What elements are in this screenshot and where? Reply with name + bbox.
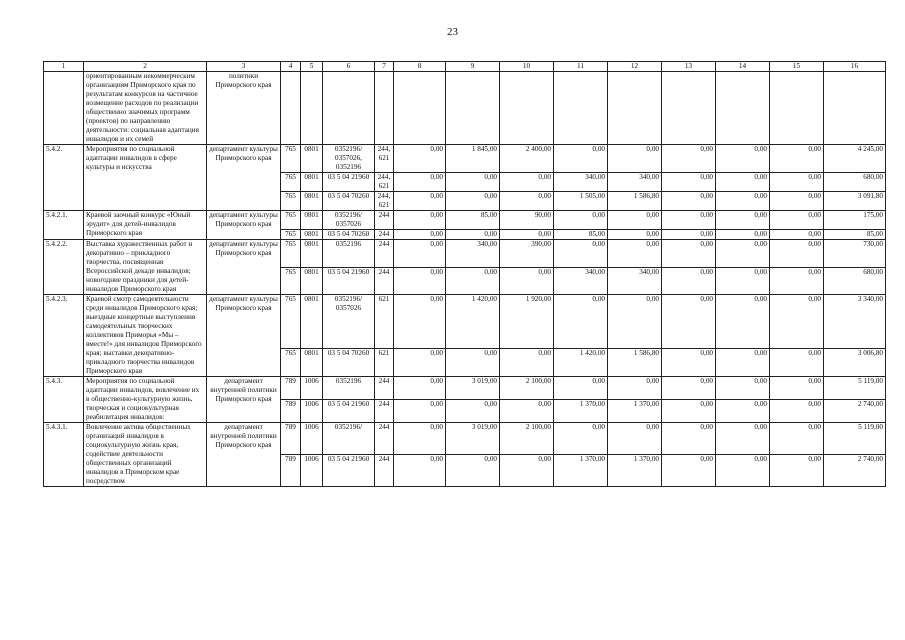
expense-type-cell: 244 [375, 455, 394, 487]
ministry-code-cell: 765 [281, 145, 301, 173]
expense-type-cell: 244 [375, 230, 394, 240]
target-code-cell: 0352196/ 0357026 [323, 211, 375, 230]
total-amount-cell: 680,00 [824, 267, 886, 295]
amount-cell: 0,00 [394, 145, 446, 173]
amount-cell: 340,00 [608, 173, 662, 192]
amount-cell: 0,00 [770, 230, 824, 240]
amount-cell: 0,00 [662, 400, 716, 423]
item-name-cell: Вовлечение актива общественных организаций инвалидов в социокультурную жизнь края, содействие деятельности общественных организаций инвалидов в Приморском крае посредством [84, 423, 207, 487]
table-row [44, 72, 886, 145]
total-amount-cell: 3 340,00 [824, 295, 886, 349]
target-code-cell: 0352196/ 0357026, 0352196 [323, 145, 375, 173]
executor-cell: департамент культуры Приморского края [207, 211, 281, 240]
executor-cell: департамент культуры Приморского края [207, 295, 281, 377]
expense-type-cell: 244, 621 [375, 192, 394, 211]
section-code-cell: 0801 [301, 240, 323, 268]
item-number-cell [44, 72, 84, 145]
item-name-cell: Краевой заочный конкурс «Юный эрудит» для детей-инвалидов Приморского края [84, 211, 207, 240]
amount-cell: 1 420,00 [446, 295, 500, 349]
column-header: 6 [323, 62, 375, 72]
amount-cell: 0,00 [608, 423, 662, 455]
amount-cell: 0,00 [716, 348, 770, 376]
target-code-cell: 03 5 04 21960 [323, 267, 375, 295]
amount-cell: 1 420,00 [554, 348, 608, 376]
column-header: 13 [662, 62, 716, 72]
item-number-cell: 5.4.3. [44, 377, 84, 423]
amount-cell: 0,00 [554, 295, 608, 349]
amount-cell: 1 370,00 [554, 455, 608, 487]
total-amount-cell: 2 740,00 [824, 400, 886, 423]
section-code-cell: 0801 [301, 267, 323, 295]
amount-cell: 0,00 [394, 455, 446, 487]
table-row [44, 377, 886, 400]
amount-cell: 0,00 [716, 211, 770, 230]
table-row [44, 145, 886, 173]
item-name-cell: Краевой смотр самодеятельности среди инвалидов Приморского края; выездные концертные выступления самодеятельных творческих коллективов Приморья «Мы – вместе!» для инвалидов Приморского края; выставки декоративно-прикладного творчества инвалидов Приморского края [84, 295, 207, 377]
expense-type-cell: 244 [375, 423, 394, 455]
amount-cell: 0,00 [554, 423, 608, 455]
item-number-cell: 5.4.2.1. [44, 211, 84, 240]
total-amount-cell: 730,00 [824, 240, 886, 268]
amount-cell: 0,00 [394, 192, 446, 211]
amount-cell: 0,00 [446, 400, 500, 423]
ministry-code-cell: 765 [281, 211, 301, 230]
amount-cell: 0,00 [770, 400, 824, 423]
amount-cell: 3 019,00 [446, 377, 500, 400]
amount-cell: 0,00 [716, 295, 770, 349]
amount-cell: 0,00 [770, 192, 824, 211]
amount-cell: 0,00 [446, 455, 500, 487]
amount-cell: 0,00 [716, 423, 770, 455]
amount-cell: 0,00 [554, 240, 608, 268]
total-amount-cell: 680,00 [824, 173, 886, 192]
amount-cell: 0,00 [716, 192, 770, 211]
amount-cell [394, 72, 446, 145]
amount-cell: 0,00 [716, 173, 770, 192]
column-header: 12 [608, 62, 662, 72]
amount-cell: 0,00 [770, 145, 824, 173]
expense-type-cell: 244, 621 [375, 173, 394, 192]
amount-cell: 0,00 [446, 230, 500, 240]
amount-cell: 0,00 [608, 295, 662, 349]
amount-cell: 0,00 [662, 295, 716, 349]
target-code-cell: 03 5 04 21960 [323, 400, 375, 423]
amount-cell: 1 370,00 [554, 400, 608, 423]
section-code-cell: 0801 [301, 173, 323, 192]
total-amount-cell: 5 119,00 [824, 423, 886, 455]
target-code-cell: 03 5 04 70260 [323, 348, 375, 376]
amount-cell: 1 586,80 [608, 348, 662, 376]
amount-cell: 0,00 [662, 267, 716, 295]
amount-cell: 0,00 [394, 240, 446, 268]
item-number-cell: 5.4.3.1. [44, 423, 84, 487]
section-code-cell: 0801 [301, 230, 323, 240]
amount-cell: 0,00 [608, 230, 662, 240]
amount-cell: 0,00 [770, 423, 824, 455]
amount-cell: 0,00 [500, 348, 554, 376]
amount-cell: 0,00 [716, 400, 770, 423]
section-code-cell: 1006 [301, 455, 323, 487]
amount-cell: 1 845,00 [446, 145, 500, 173]
section-code-cell [301, 72, 323, 145]
column-header: 7 [375, 62, 394, 72]
ministry-code-cell: 765 [281, 240, 301, 268]
executor-cell: департамент культуры Приморского края [207, 145, 281, 211]
amount-cell: 0,00 [500, 455, 554, 487]
amount-cell: 0,00 [394, 267, 446, 295]
item-name-cell: Выставка художественных работ и декоративно – прикладного творчества, посвященная Всероссийской декаде инвалидов; новогодние праздники для детей-инвалидов Приморского края [84, 240, 207, 295]
amount-cell: 1 505,00 [554, 192, 608, 211]
target-code-cell: 03 5 04 70260 [323, 192, 375, 211]
executor-cell: политики Приморского края [207, 72, 281, 145]
ministry-code-cell: 765 [281, 267, 301, 295]
amount-cell: 0,00 [770, 211, 824, 230]
ministry-code-cell: 789 [281, 400, 301, 423]
amount-cell: 340,00 [554, 267, 608, 295]
amount-cell: 0,00 [770, 455, 824, 487]
amount-cell: 0,00 [716, 230, 770, 240]
total-amount-cell: 175,00 [824, 211, 886, 230]
column-header: 1 [44, 62, 84, 72]
expense-type-cell: 621 [375, 295, 394, 349]
amount-cell: 0,00 [446, 348, 500, 376]
amount-cell: 85,00 [554, 230, 608, 240]
expense-type-cell: 244 [375, 377, 394, 400]
amount-cell: 0,00 [500, 173, 554, 192]
executor-cell: департамент внутренней политики Приморского края [207, 377, 281, 423]
target-code-cell: 0352196/ [323, 423, 375, 455]
amount-cell: 0,00 [394, 295, 446, 349]
amount-cell: 0,00 [716, 240, 770, 268]
amount-cell: 0,00 [662, 348, 716, 376]
amount-cell: 0,00 [716, 145, 770, 173]
target-code-cell: 03 5 04 21960 [323, 173, 375, 192]
amount-cell: 0,00 [662, 423, 716, 455]
amount-cell: 0,00 [770, 377, 824, 400]
expense-type-cell: 244, 621 [375, 145, 394, 173]
amount-cell: 0,00 [770, 295, 824, 349]
amount-cell: 0,00 [608, 211, 662, 230]
amount-cell: 0,00 [500, 267, 554, 295]
amount-cell: 0,00 [662, 455, 716, 487]
ministry-code-cell [281, 72, 301, 145]
table-body [44, 72, 886, 487]
amount-cell: 0,00 [394, 348, 446, 376]
amount-cell: 0,00 [770, 348, 824, 376]
amount-cell: 0,00 [394, 423, 446, 455]
amount-cell: 0,00 [662, 211, 716, 230]
total-amount-cell: 5 119,00 [824, 377, 886, 400]
expense-type-cell: 244 [375, 400, 394, 423]
amount-cell: 390,00 [500, 240, 554, 268]
item-number-cell: 5.4.2.3. [44, 295, 84, 377]
amount-cell [716, 72, 770, 145]
amount-cell: 0,00 [500, 400, 554, 423]
section-code-cell: 0801 [301, 145, 323, 173]
table-row [44, 423, 886, 455]
amount-cell: 0,00 [716, 267, 770, 295]
amount-cell [446, 72, 500, 145]
ministry-code-cell: 789 [281, 377, 301, 400]
total-amount-cell: 85,00 [824, 230, 886, 240]
expense-type-cell: 244 [375, 267, 394, 295]
budget-table [43, 61, 886, 487]
total-amount-cell: 4 245,00 [824, 145, 886, 173]
ministry-code-cell: 789 [281, 455, 301, 487]
column-header: 8 [394, 62, 446, 72]
amount-cell: 0,00 [608, 145, 662, 173]
item-number-cell: 5.4.2. [44, 145, 84, 211]
target-code-cell: 0352196 [323, 240, 375, 268]
ministry-code-cell: 765 [281, 192, 301, 211]
section-code-cell: 0801 [301, 348, 323, 376]
column-header: 16 [824, 62, 886, 72]
amount-cell [608, 72, 662, 145]
target-code-cell: 0352196 [323, 377, 375, 400]
amount-cell: 2 100,00 [500, 377, 554, 400]
section-code-cell: 0801 [301, 295, 323, 349]
amount-cell: 0,00 [662, 173, 716, 192]
amount-cell: 340,00 [446, 240, 500, 268]
ministry-code-cell: 765 [281, 348, 301, 376]
amount-cell: 0,00 [608, 240, 662, 268]
ministry-code-cell: 765 [281, 173, 301, 192]
amount-cell: 0,00 [394, 173, 446, 192]
column-header: 11 [554, 62, 608, 72]
expense-type-cell [375, 72, 394, 145]
amount-cell: 0,00 [446, 192, 500, 211]
amount-cell: 0,00 [716, 377, 770, 400]
section-code-cell: 1006 [301, 377, 323, 400]
column-header: 4 [281, 62, 301, 72]
amount-cell: 0,00 [662, 230, 716, 240]
amount-cell: 0,00 [446, 173, 500, 192]
amount-cell: 0,00 [394, 377, 446, 400]
column-header: 9 [446, 62, 500, 72]
expense-type-cell: 621 [375, 348, 394, 376]
target-code-cell: 0352196/ 0357026 [323, 295, 375, 349]
expense-type-cell: 244 [375, 240, 394, 268]
amount-cell: 0,00 [770, 267, 824, 295]
amount-cell: 0,00 [394, 230, 446, 240]
total-amount-cell [824, 72, 886, 145]
amount-cell: 2 100,00 [500, 423, 554, 455]
page-number: 23 [447, 26, 458, 38]
amount-cell: 340,00 [554, 173, 608, 192]
ministry-code-cell: 765 [281, 230, 301, 240]
amount-cell: 0,00 [554, 211, 608, 230]
column-header: 3 [207, 62, 281, 72]
section-code-cell: 0801 [301, 192, 323, 211]
total-amount-cell: 3 091,80 [824, 192, 886, 211]
section-code-cell: 1006 [301, 400, 323, 423]
target-code-cell [323, 72, 375, 145]
amount-cell [770, 72, 824, 145]
amount-cell: 340,00 [608, 267, 662, 295]
amount-cell: 0,00 [554, 145, 608, 173]
item-name-cell: Мероприятия по социальной адаптации инвалидов, вовлечение их в общественно-культурную жизнь, творческая и социокультурная реабилитация инвалидов: [84, 377, 207, 423]
amount-cell: 0,00 [716, 455, 770, 487]
amount-cell: 0,00 [608, 377, 662, 400]
item-name-cell: ориентированным некоммерческим организациям Приморского края по результатам конкурсов на частичное возмещение расходов по реализации общественно значимых программ (проектов) по направлению деятельности: социальная адаптация инвалидов и их семей [84, 72, 207, 145]
amount-cell [662, 72, 716, 145]
expense-type-cell: 244 [375, 211, 394, 230]
amount-cell [500, 72, 554, 145]
amount-cell: 0,00 [770, 173, 824, 192]
amount-cell: 85,00 [446, 211, 500, 230]
column-header: 10 [500, 62, 554, 72]
amount-cell: 1 920,00 [500, 295, 554, 349]
amount-cell: 1 586,80 [608, 192, 662, 211]
total-amount-cell: 3 006,80 [824, 348, 886, 376]
amount-cell: 0,00 [500, 230, 554, 240]
executor-cell: департамент внутренней политики Приморского края [207, 423, 281, 487]
amount-cell: 90,00 [500, 211, 554, 230]
amount-cell: 2 400,00 [500, 145, 554, 173]
column-header: 2 [84, 62, 207, 72]
amount-cell: 0,00 [500, 192, 554, 211]
header-row [44, 62, 886, 72]
item-name-cell: Мероприятия по социальной адаптации инвалидов в сфере культуры и искусства [84, 145, 207, 211]
section-code-cell: 0801 [301, 211, 323, 230]
amount-cell [554, 72, 608, 145]
ministry-code-cell: 789 [281, 423, 301, 455]
table-row [44, 240, 886, 268]
amount-cell: 1 370,00 [608, 400, 662, 423]
amount-cell: 3 019,00 [446, 423, 500, 455]
table-row [44, 295, 886, 349]
amount-cell: 1 370,00 [608, 455, 662, 487]
amount-cell: 0,00 [446, 267, 500, 295]
amount-cell: 0,00 [394, 400, 446, 423]
column-header: 15 [770, 62, 824, 72]
amount-cell: 0,00 [662, 145, 716, 173]
section-code-cell: 1006 [301, 423, 323, 455]
total-amount-cell: 2 740,00 [824, 455, 886, 487]
table-row [44, 211, 886, 230]
amount-cell: 0,00 [662, 377, 716, 400]
amount-cell: 0,00 [394, 211, 446, 230]
executor-cell: департамент культуры Приморского края [207, 240, 281, 295]
amount-cell: 0,00 [554, 377, 608, 400]
item-number-cell: 5.4.2.2. [44, 240, 84, 295]
column-header: 5 [301, 62, 323, 72]
target-code-cell: 03 5 04 70260 [323, 230, 375, 240]
amount-cell: 0,00 [770, 240, 824, 268]
ministry-code-cell: 765 [281, 295, 301, 349]
amount-cell: 0,00 [662, 192, 716, 211]
amount-cell: 0,00 [662, 240, 716, 268]
column-header: 14 [716, 62, 770, 72]
target-code-cell: 03 5 04 21960 [323, 455, 375, 487]
